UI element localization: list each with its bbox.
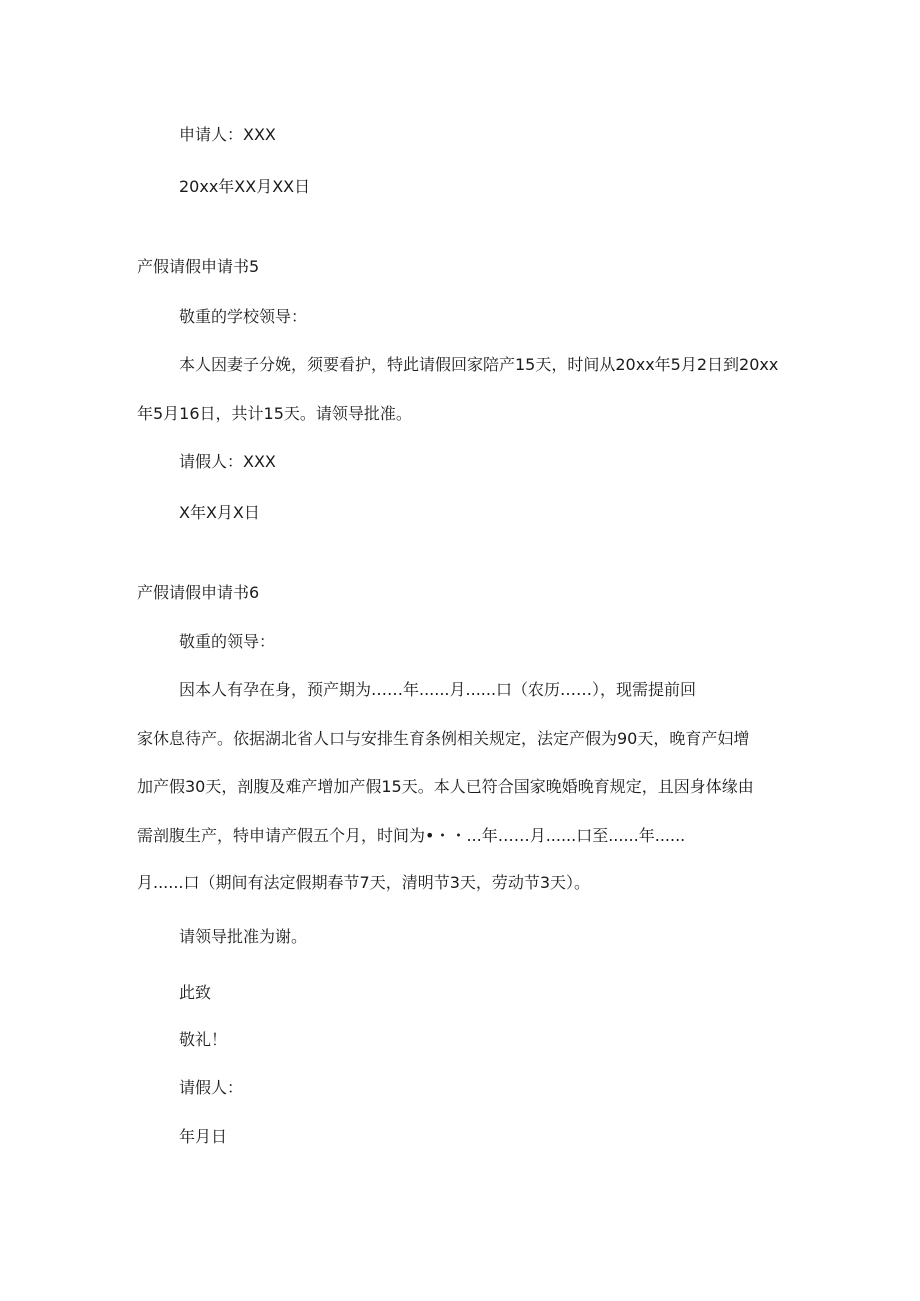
body-paragraph-line: 因本人有孕在身，预产期为……年......月......口（农历……），现需提前回 xyxy=(179,680,697,699)
section-title: 产假请假申请书6 xyxy=(137,583,260,602)
body-paragraph-line: 月......口（期间有法定假期春节7天，清明节3天，劳动节3天）。 xyxy=(137,873,591,892)
date-line: 年月日 xyxy=(179,1127,228,1146)
applicant-line: 申请人：XXX xyxy=(179,125,276,144)
body-paragraph-line: 需剖腹生产，特申请产假五个月，时间为•・・...年……月......口至......年...... xyxy=(137,826,686,845)
body-paragraph-line: 加产假30天，剖腹及难产增加产假15天。本人已符合国家晚婚晚育规定，且因身体缘由 xyxy=(137,777,754,796)
closing-line: 此致 xyxy=(179,983,212,1002)
body-paragraph-line: 本人因妻子分娩，须要看护，特此请假回家陪产15天，时间从20xx年5月2日到20xx xyxy=(179,355,779,374)
section-title: 产假请假申请书5 xyxy=(137,257,260,276)
body-paragraph-line: 年5月16日，共计15天。请领导批准。 xyxy=(137,404,412,423)
salutation: 敬重的学校领导： xyxy=(179,307,308,326)
signer-line: 请假人： xyxy=(179,1078,244,1097)
date-line: X年X月X日 xyxy=(179,503,260,522)
closing-line: 敬礼！ xyxy=(179,1030,228,1049)
signer-line: 请假人：XXX xyxy=(179,452,276,471)
date-line: 20xx年XX月XX日 xyxy=(179,177,311,196)
request-line: 请领导批准为谢。 xyxy=(179,927,308,946)
body-paragraph-line: 家休息待产。依据湖北省人口与安排生育条例相关规定，法定产假为90天，晚育产妇增 xyxy=(137,729,750,748)
salutation: 敬重的领导： xyxy=(179,632,276,651)
